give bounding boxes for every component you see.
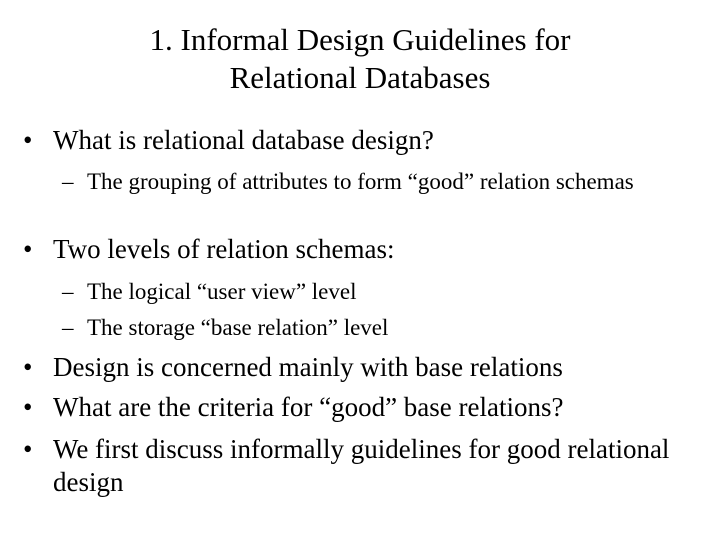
sub-bullet-text: The storage “base relation” level: [87, 315, 389, 340]
slide-title-line-1: 1. Informal Design Guidelines for: [149, 22, 571, 57]
sub-bullet-item: [62, 277, 702, 306]
bullet-item: [23, 351, 693, 384]
bullet-item: [23, 124, 693, 157]
bullet-text: We first discuss informally guidelines for good relational design: [53, 434, 670, 497]
sub-bullet-text: The logical “user view” level: [87, 279, 357, 304]
slide-title-line-2: Relational Databases: [229, 60, 491, 95]
bullet-dot-icon: •: [23, 234, 33, 264]
dash-icon: –: [62, 279, 74, 304]
bullet-dot-icon: •: [23, 352, 33, 382]
bullet-item: [23, 391, 693, 424]
slide-title: [0, 21, 720, 97]
bullet-text: What are the criteria for “good” base relations?: [53, 392, 564, 422]
sub-bullet-item: [62, 167, 702, 196]
bullet-item: [23, 433, 693, 499]
dash-icon: –: [62, 315, 74, 340]
bullet-text: Two levels of relation schemas:: [53, 234, 395, 264]
dash-icon: –: [62, 169, 74, 194]
sub-bullet-text: The grouping of attributes to form “good” relation schemas: [87, 169, 634, 194]
bullet-text: What is relational database design?: [53, 125, 434, 155]
sub-bullet-item: [62, 313, 702, 342]
bullet-text: Design is concerned mainly with base relations: [53, 352, 563, 382]
bullet-dot-icon: •: [23, 125, 33, 155]
bullet-dot-icon: •: [23, 434, 33, 464]
bullet-item: [23, 233, 693, 266]
bullet-dot-icon: •: [23, 392, 33, 422]
